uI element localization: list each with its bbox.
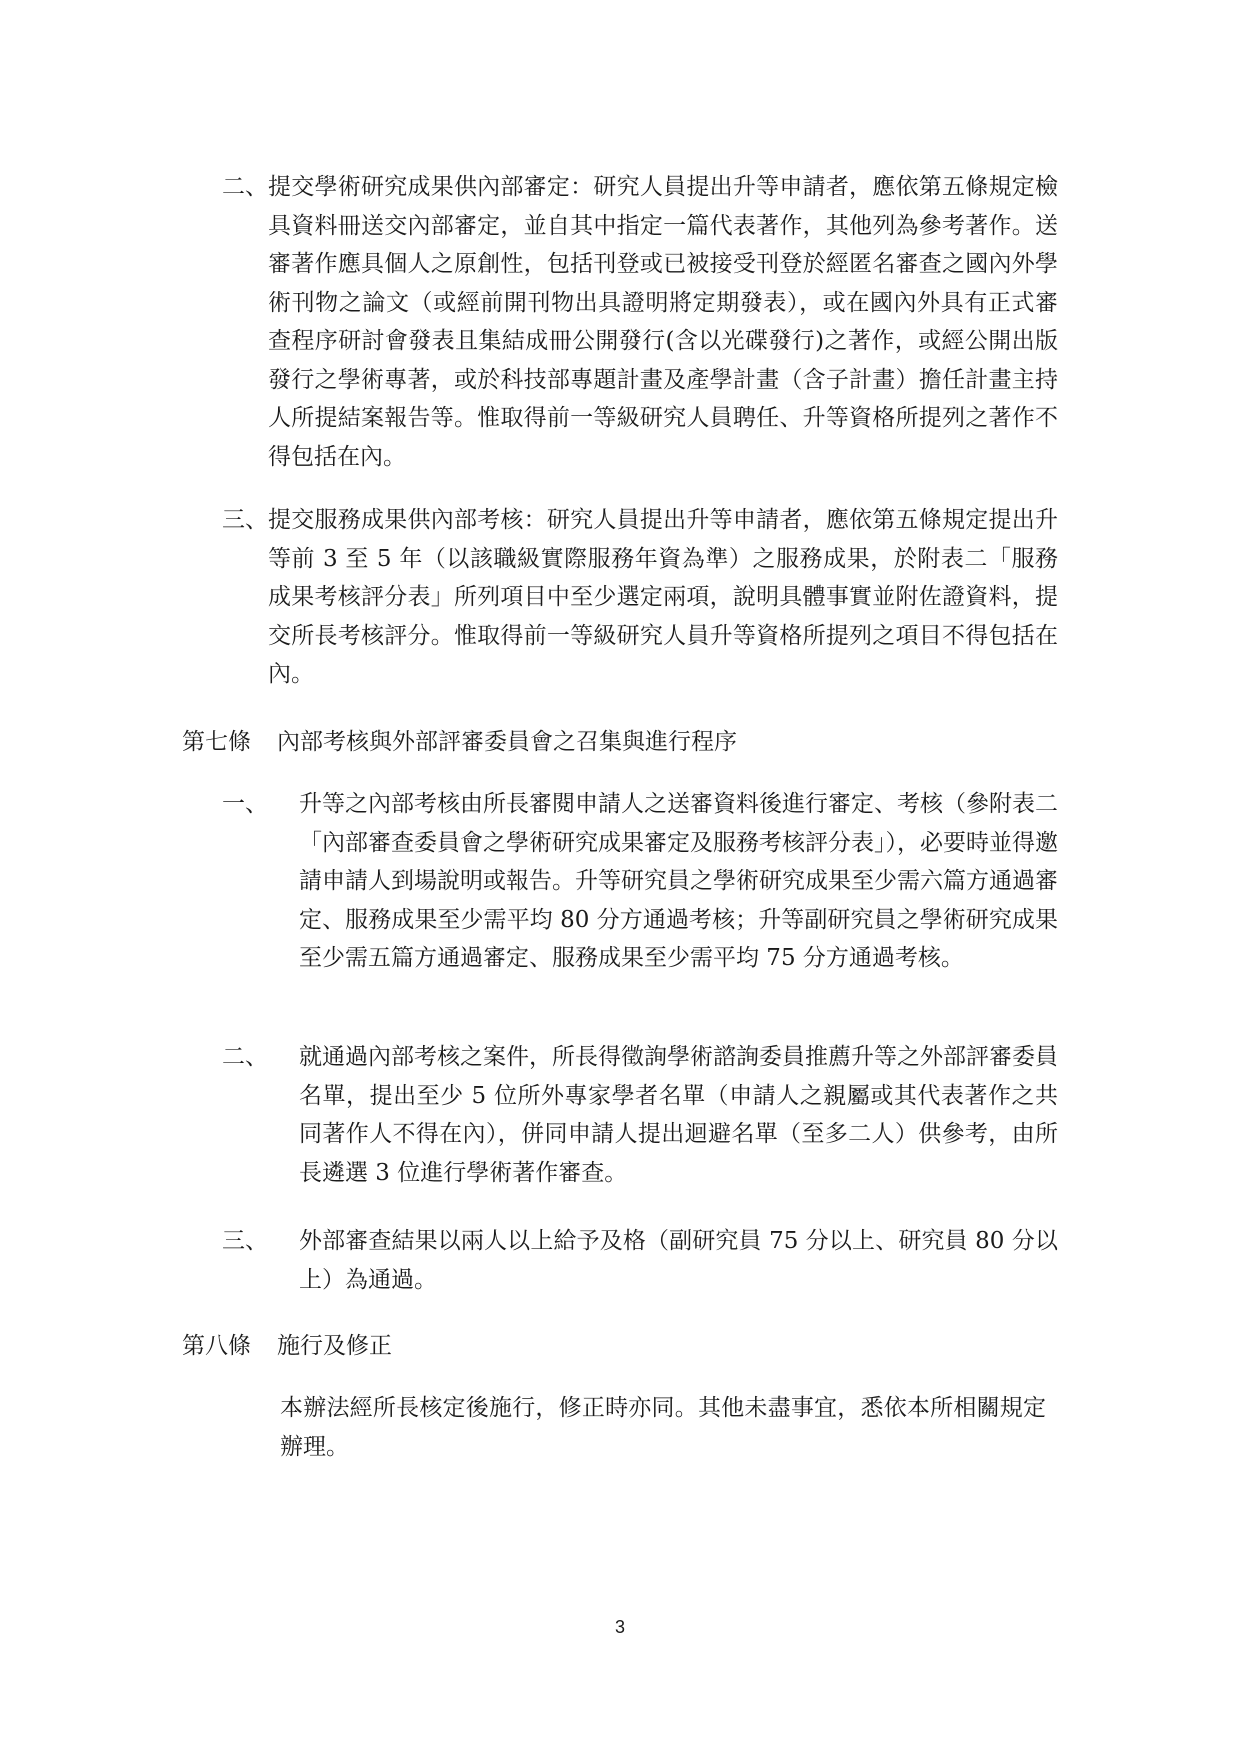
item-text: 提交服務成果供內部考核：研究人員提出升等申請者，應依第五條規定提出升等前 3 至 5 年（以該職級實際服務年資為準）之服務成果，於附表二「服務成果考核評分表」所列項目中至少選定兩項，說明具體事實並附佐證資料，提交所長考核評分。惟取得前一等級研究人員升等資格所提列之項目不得包括在內。 [268, 507, 1058, 687]
article6-item-2 [222, 168, 1058, 478]
item-marker: 二、 [222, 1044, 268, 1070]
page-number: 3 [614, 1617, 625, 1637]
article7-item-1 [222, 785, 1058, 1020]
article-number: 第八條 [182, 1333, 251, 1359]
article8-heading [182, 1327, 392, 1365]
article8-body: 本辦法經所長核定後施行，修正時亦同。其他未盡事宜，悉依本所相關規定辦理。 [280, 1395, 1046, 1460]
article7-item-3 [222, 1222, 1058, 1302]
item-text: 提交學術研究成果供內部審定：研究人員提出升等申請者，應依第五條規定檢具資料冊送交內部審定，並自其中指定一篇代表著作，其他列為參考著作。送審著作應具個人之原創性，包括刊登或已被接受刊登於經匿名審查之國內外學術刊物之論文（或經前開刊物出具證明將定期發表），或在國內外具有正式審查程序研討會發表且集結成冊公開發行(含以光碟發行)之著作，或經公開出版發行之學術專著，或於科技部專題計畫及產學計畫（含子計畫）擔任計畫主持人所提結案報告等。惟取得前一等級研究人員聘任、升等資格所提列之著作不得包括在內。 [268, 174, 1058, 470]
article-number: 第七條 [182, 729, 251, 755]
item-text: 升等之內部考核由所長審閱申請人之送審資料後進行審定、考核（參附表二「內部審查委員會之學術研究成果審定及服務考核評分表」），必要時並得邀請申請人到場說明或報告。升等研究員之學術研究成果至少需六篇方通過審定、服務成果至少需平均 80 分方通過考核；升等副研究員之學術研究成果至少需五篇方通過審定、服務成果至少需平均 75 分方通過考核。 [299, 791, 1058, 971]
item-marker: 一、 [222, 791, 268, 817]
item-marker: 三、 [222, 507, 268, 533]
article-title: 內部考核與外部評審委員會之召集與進行程序 [277, 729, 737, 755]
item-text: 就通過內部考核之案件，所長得徵詢學術諮詢委員推薦升等之外部評審委員名單，提出至少 5 位所外專家學者名單（申請人之親屬或其代表著作之共同著作人不得在內），併同申請人提出迴避名單（至多二人）供參考，由所長遴選 3 位進行學術著作審查。 [299, 1044, 1058, 1186]
item-text: 外部審查結果以兩人以上給予及格（副研究員 75 分以上、研究員 80 分以上）為通過。 [299, 1228, 1058, 1293]
item-marker: 三、 [222, 1228, 268, 1254]
article7-item-2 [222, 1038, 1058, 1198]
article-title: 施行及修正 [277, 1333, 392, 1359]
article7-heading [182, 723, 737, 761]
item-marker: 二、 [222, 174, 268, 200]
article6-item-3 [222, 501, 1058, 696]
